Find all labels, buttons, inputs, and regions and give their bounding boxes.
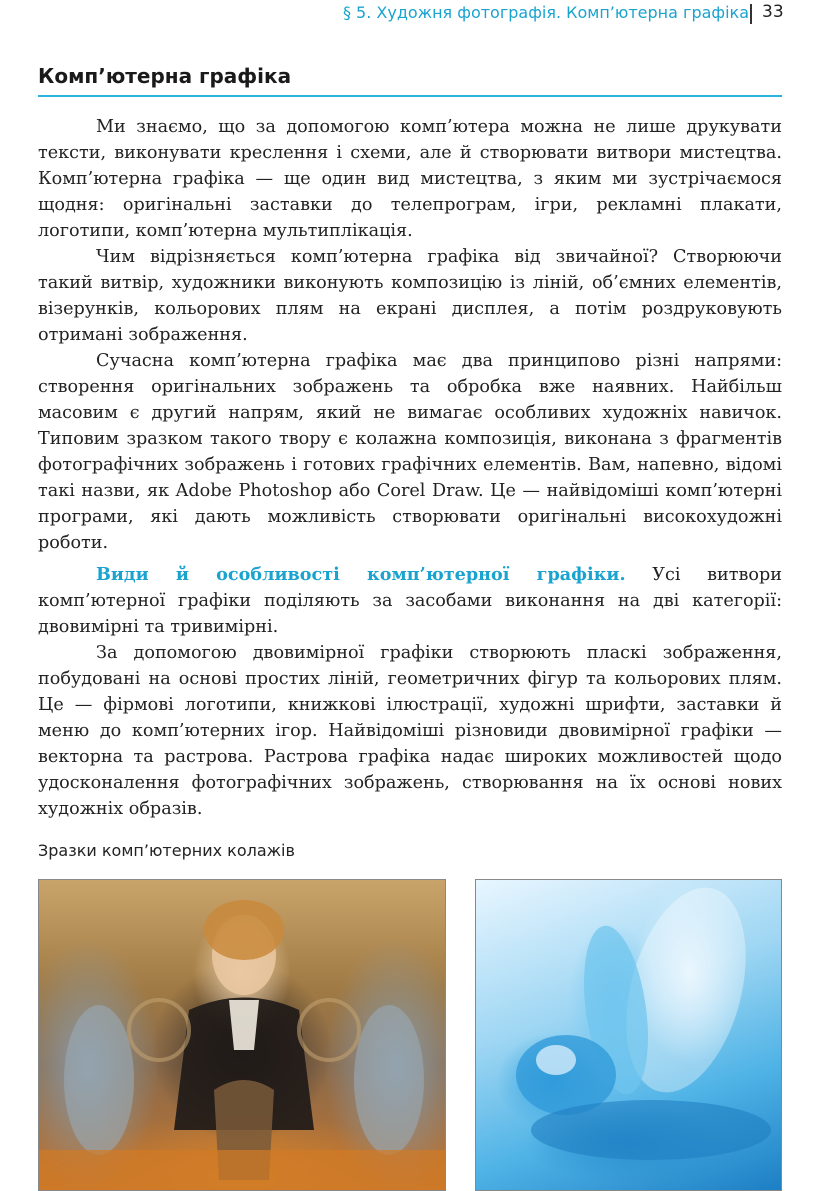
- collage-image-blue-abstract: [475, 879, 782, 1191]
- running-head-section: § 5. Художня фотографія. Комп’ютерна графіка: [342, 3, 749, 22]
- subsection-text: [38, 562, 782, 822]
- intro-text: [38, 114, 782, 556]
- paragraph-2: Чим відрізняється комп’ютерна графіка від звичайної? Створюючи такий витвір, художники виконують композицію із ліній, об’ємних елементів, візерунків, кольорових плям на екрані дисплея, а потім роздруковують отримані зображення.: [38, 247, 782, 345]
- heading-rule: [38, 95, 782, 97]
- blue-abstract-illustration: [476, 880, 782, 1191]
- subsection-paragraph: За допомогою двовимірної графіки створюють пласкі зображення, побудовані на основі простих ліній, геометричних фігур та кольорових плям. Це — фірмові логотипи, книжкові ілюстрації, художні шрифти, заставки й меню до комп’ютерних ігор. Найвідоміші різновиди двовимірної графіки — векторна та растрова. Растрова графіка надає широких можливостей щодо удосконалення фотографічних зображень, створювання на їх основі нових художніх образів.: [38, 643, 782, 819]
- subsection-title: Види й особливості комп’ютерної графіки.: [96, 564, 626, 585]
- paragraph-1: Ми знаємо, що за допомогою комп’ютера можна не лише друкувати тексти, виконувати креслення і схеми, але й створювати витвори мистецтва. Комп’ютерна графіка — ще один вид мистецтва, з яким ми зустрічаємося щодня: оригінальні заставки до телепрограм, ігри, рекламні плакати, логотипи, комп’ютерна мультиплікація.: [38, 117, 782, 241]
- figure-caption: Зразки комп’ютерних колажів: [38, 841, 295, 860]
- page-number: 33: [762, 2, 784, 22]
- section-heading: Комп’ютерна графіка: [38, 64, 292, 88]
- paragraph-3: Сучасна комп’ютерна графіка має два принципово різні напрями: створення оригінальних зображень та обробка вже наявних. Найбільш масовим є другий напрям, який не вимагає особливих художніх навичок. Типовим зразком такого твору є колажна композиція, виконана з фрагментів фотографічних зображень і готових графічних елементів. Вам, напевно, відомі такі назви, як Adobe Photoshop або Corel Draw. Це — найвідоміші комп’ютерні програми, які дають можливість створювати оригінальні високохудожні роботи.: [38, 351, 782, 553]
- collage-image-woman: [38, 879, 446, 1191]
- collage-woman-illustration: [39, 880, 446, 1191]
- subsection-lead-paragraph: [38, 562, 782, 640]
- subsection-lead: Усі витвори комп’ютерної графіки поділяють за засобами виконання на дві категорії: двовимірні та тривимірні.: [38, 565, 782, 637]
- running-head-separator: [750, 4, 752, 24]
- running-head: [0, 0, 839, 30]
